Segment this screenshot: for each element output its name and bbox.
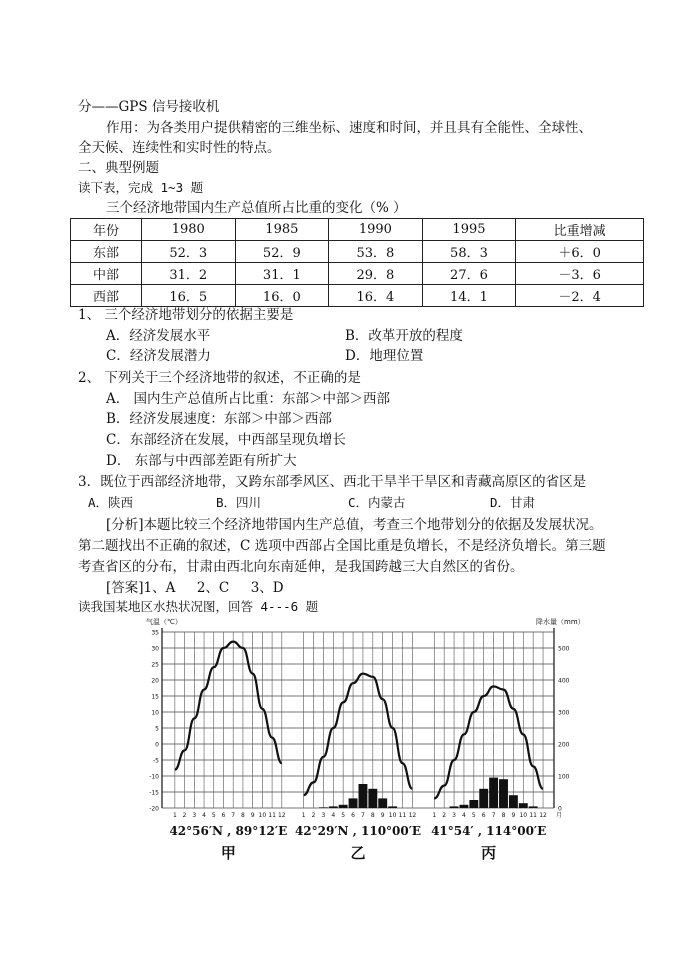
precip-tick-label: 0	[558, 805, 562, 813]
month-tick-label: 11	[398, 812, 407, 819]
question-2: 2、 下列关于三个经济地带的叙述，不正确的是	[78, 370, 361, 386]
analysis-line-2: 第二题找出不正确的叙述，C 选项中西部占全国比重是负增长，不是经济负增长。第三题	[78, 538, 606, 554]
month-tick-label: 1	[172, 812, 177, 819]
month-tick-label: 8	[370, 812, 375, 819]
header-cell: 1990	[329, 219, 423, 241]
temp-tick-label: 25	[151, 661, 159, 669]
precip-tick-label: 200	[558, 741, 570, 749]
question-1: 1、 三个经济地带划分的依据主要是	[78, 307, 294, 323]
table-cell: 中部	[71, 263, 142, 285]
temp-tick-label: 35	[151, 629, 159, 637]
q1-option-d: D．地理位置	[345, 348, 424, 364]
month-tick-label: 10	[519, 812, 528, 819]
month-tick-label: 9	[380, 812, 385, 819]
question-3: 3．既位于西部经济地带，又跨东部季风区、西北干旱半干旱区和青藏高原区的省区是	[78, 474, 587, 490]
temp-tick-label: -5	[153, 757, 159, 765]
table-cell: 31．1	[235, 263, 329, 285]
table-cell: ＋6．0	[516, 241, 644, 263]
q2-option-a: A． 国内生产总值所占比重：东部＞中部＞西部	[106, 391, 391, 407]
precip-bar	[339, 805, 348, 808]
table-cell: 31．2	[142, 263, 236, 285]
table-cell: 29．8	[329, 263, 423, 285]
header-cell: 1985	[235, 219, 329, 241]
header-cell: 1995	[422, 219, 516, 241]
precip-bar	[349, 798, 358, 808]
climate-chart-svg	[140, 614, 585, 876]
month-tick-label: 5	[471, 812, 476, 819]
month-tick-label: 3	[192, 812, 197, 819]
temperature-curve	[434, 686, 543, 798]
analysis-line-3: 考查省区的分布，甘肃由西北向东南延伸，是我国跨越三大自然区的省份。	[78, 559, 524, 575]
month-tick-label: 8	[501, 812, 506, 819]
month-tick-label: 6	[221, 812, 226, 819]
function-line-2: 全天候、连续性和实时性的特点。	[78, 140, 281, 156]
month-tick-label: 4	[202, 812, 206, 819]
month-tick-label: 4	[462, 812, 466, 819]
month-tick-label: 1	[301, 812, 306, 819]
q3-option-c: C．内蒙古	[348, 495, 406, 510]
month-tick-label: 6	[351, 812, 355, 819]
month-tick-label: 11	[529, 812, 537, 819]
temp-tick-label: 10	[151, 709, 159, 717]
precip-bar	[368, 789, 377, 808]
table-row	[71, 263, 644, 285]
climate-chart	[140, 614, 585, 876]
temp-tick-label: 5	[155, 725, 159, 733]
month-tick-label: 1	[432, 812, 437, 819]
table-cell: 16．0	[235, 285, 329, 307]
temp-tick-label: 20	[151, 677, 159, 685]
month-tick-label: 6	[481, 812, 486, 819]
precip-bar	[509, 795, 518, 808]
function-line-1: 作用：为各类用户提供精密的三维坐标、速度和时间，并且具有全能性、全球性、	[106, 120, 592, 136]
table-cell: 16．4	[329, 285, 423, 307]
temperature-curve	[175, 642, 282, 770]
temp-axis-label: 气温（℃）	[146, 618, 182, 626]
table-header-row	[71, 219, 644, 241]
q2-option-b: B．经济发展速度：东部＞中部＞西部	[106, 411, 332, 427]
analysis-line-1: [分析]本题比较三个经济地带国内生产总值，考查三个地带划分的依据及发展状况。	[106, 517, 603, 533]
month-tick-label: 10	[258, 812, 267, 819]
precip-bar	[469, 800, 478, 808]
month-tick-label: 7	[231, 812, 236, 819]
table-cell: 27．6	[422, 263, 516, 285]
header-cell: 比重增减	[516, 219, 644, 241]
month-tick-label: 8	[241, 812, 245, 819]
header-cell: 1980	[142, 219, 236, 241]
temp-tick-label: 30	[151, 645, 159, 653]
gps-line: 分——GPS 信号接收机	[78, 99, 220, 115]
table-cell: 52．3	[142, 241, 236, 263]
q1-option-a: A．经济发展水平	[106, 328, 211, 344]
precip-bar	[450, 806, 459, 808]
month-tick-label: 3	[452, 812, 456, 819]
month-tick-label: 12	[277, 812, 286, 819]
intro-q1-3: 读下表，完成 1~3 题	[78, 180, 204, 195]
month-tick-label: 2	[182, 812, 187, 819]
precip-axis-label: 降水量（mm）	[536, 618, 585, 626]
precip-tick-label: 500	[558, 645, 570, 653]
gdp-table	[70, 218, 644, 307]
month-tick-label: 2	[442, 812, 447, 819]
station-coordinate: 42°56′N , 89°12′E	[169, 824, 288, 838]
intro-q4-6: 读我国某地区水热状况图，回答 4---6 题	[78, 599, 319, 614]
section-heading: 二、典型例题	[78, 160, 159, 176]
month-tick-label: 9	[511, 812, 516, 819]
precip-bar	[489, 778, 498, 808]
precip-bar	[388, 806, 397, 808]
temp-tick-label: -10	[149, 773, 159, 781]
q3-option-d: D．甘肃	[490, 495, 536, 510]
temperature-curve	[304, 674, 413, 796]
table-cell: 14．1	[422, 285, 516, 307]
station-coordinate: 42°29′N , 110°00′E	[294, 824, 422, 838]
table-cell: 52．9	[235, 241, 329, 263]
precip-bar	[479, 789, 488, 808]
table-cell: 东部	[71, 241, 142, 263]
table-row	[71, 285, 644, 307]
temp-tick-label: -15	[149, 789, 159, 797]
table-cell: 58．3	[422, 241, 516, 263]
answer-line: [答案]1、A 2、C 3、D	[106, 580, 284, 596]
table-cell: 53．8	[329, 241, 423, 263]
station-name: 甲	[220, 844, 236, 862]
q2-option-c: C．东部经济在发展，中西部呈现负增长	[106, 432, 346, 448]
precip-tick-label: 100	[558, 773, 570, 781]
q3-option-b: B．四川	[216, 495, 262, 510]
precip-bar	[358, 784, 367, 808]
month-tick-label: 5	[341, 812, 346, 819]
month-tick-label: 12	[408, 812, 417, 819]
month-tick-label: 7	[361, 812, 365, 819]
precip-bar	[499, 779, 508, 808]
temp-tick-label: 0	[155, 741, 159, 749]
table-cell: 16．5	[142, 285, 236, 307]
table-title: 三个经济地带国内生产总值所占比重的变化（% ）	[106, 200, 407, 216]
precip-bar	[319, 807, 328, 808]
month-tick-label: 3	[321, 812, 326, 819]
precip-bar	[529, 806, 538, 808]
month-unit-label: 月	[556, 812, 563, 819]
table-row	[71, 241, 644, 263]
precip-bar	[519, 803, 528, 808]
station-coordinate: 41°54′ , 114°00′E	[431, 824, 547, 838]
q1-option-c: C．经济发展潜力	[106, 348, 211, 364]
q2-option-d: D． 东部与中西部差距有所扩大	[106, 453, 297, 469]
station-name: 乙	[350, 844, 366, 862]
month-tick-label: 2	[311, 812, 316, 819]
table-cell: －2．4	[516, 285, 644, 307]
precip-tick-label: 300	[558, 709, 570, 717]
station-name: 丙	[481, 844, 497, 862]
month-tick-label: 5	[211, 812, 216, 819]
q3-option-a: A．陕西	[88, 495, 134, 510]
precip-bar	[329, 806, 338, 808]
q1-option-b: B．改革开放的程度	[345, 328, 463, 344]
table-cell: 西部	[71, 285, 142, 307]
month-tick-label: 9	[250, 812, 255, 819]
table-cell: －3．6	[516, 263, 644, 285]
precip-bar	[378, 798, 387, 808]
month-tick-label: 10	[388, 812, 397, 819]
month-tick-label: 11	[268, 812, 276, 819]
month-tick-label: 12	[539, 812, 547, 819]
temp-tick-label: 15	[151, 693, 159, 701]
header-cell: 年份	[71, 219, 142, 241]
temp-tick-label: -20	[149, 805, 159, 813]
precip-tick-label: 400	[558, 677, 570, 685]
month-tick-label: 7	[491, 812, 496, 819]
month-tick-label: 4	[331, 812, 336, 819]
precip-bar	[459, 805, 468, 808]
